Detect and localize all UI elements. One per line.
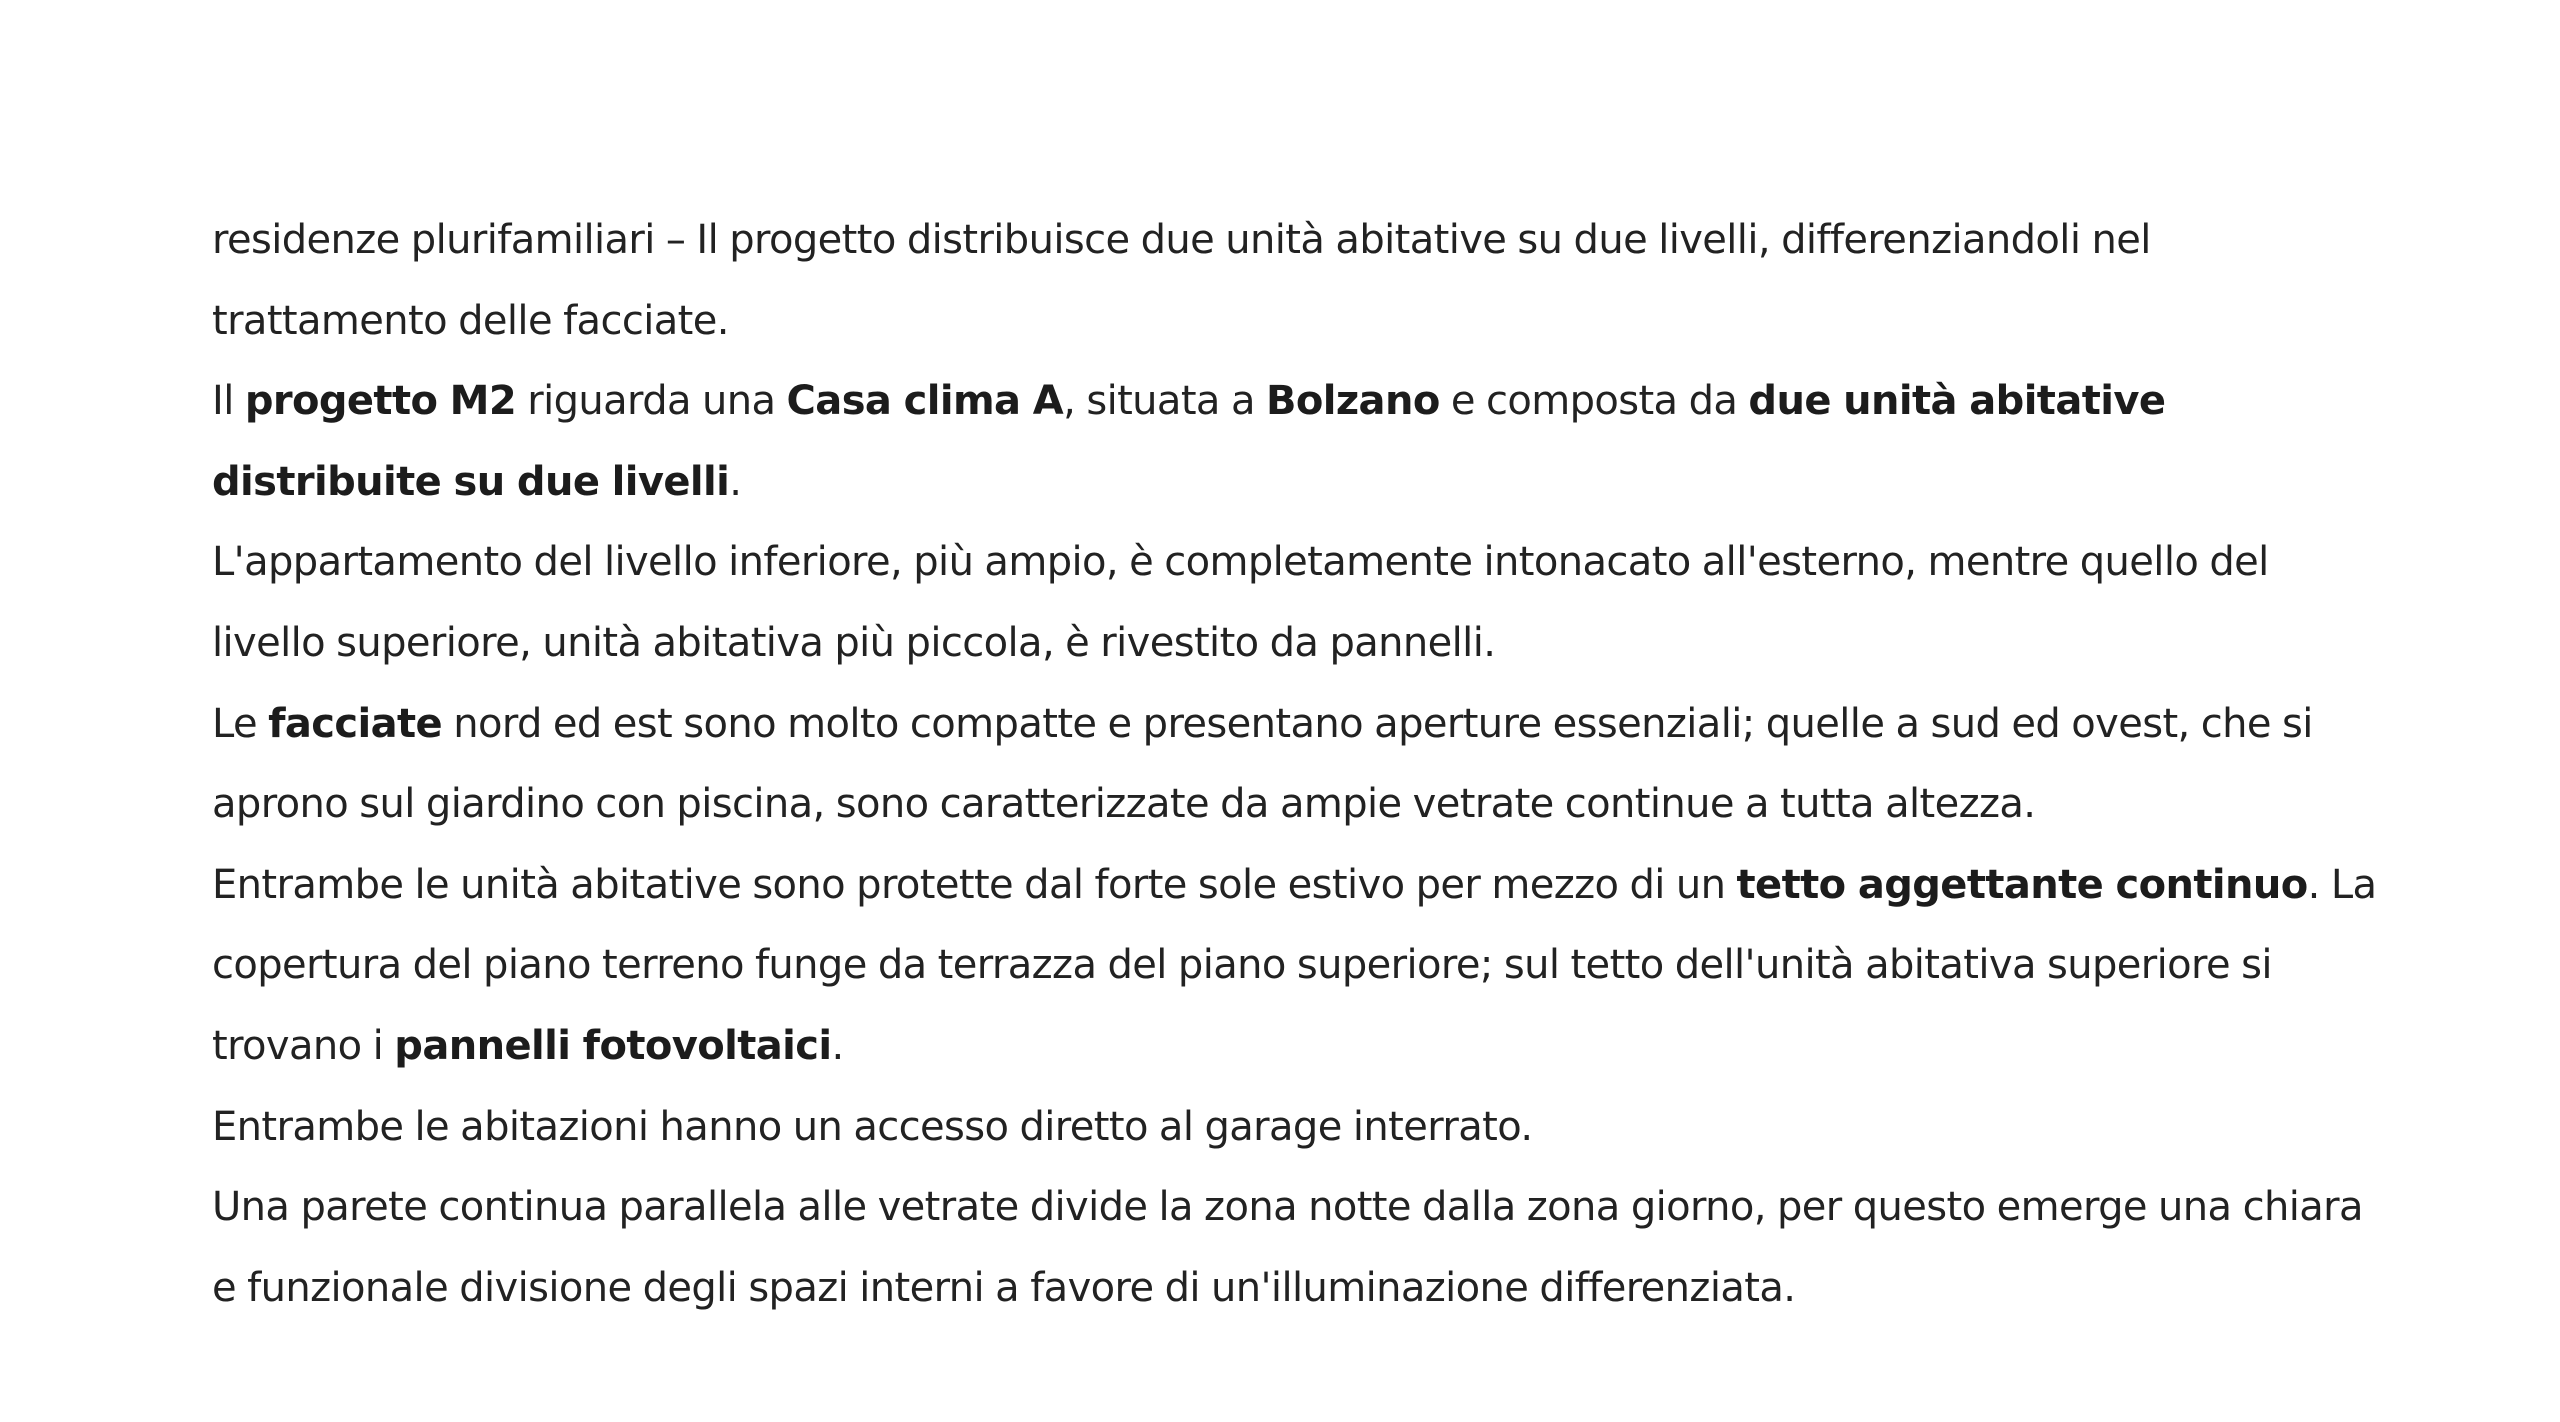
text-segment: . La copertura del piano terreno funge da terrazza del piano superiore; sul tetto dell'unità abitativa superiore si trovano i (212, 861, 2377, 1069)
text-segment: Il (212, 378, 245, 425)
text-segment: e composta da (1439, 378, 1749, 425)
bold-segment: pannelli fotovoltaici (394, 1022, 832, 1069)
paragraph-intro (212, 200, 2392, 361)
text-segment: residenze plurifamiliari – Il progetto distribuisce due unità abitative su due livelli, differenziandoli nel trattamento delle facciate. (212, 217, 2151, 344)
text-segment: L'appartamento del livello inferiore, più ampio, è completamente intonacato all'esterno, mentre quello del livello superiore, unità abitativa più piccola, è rivestito da pannelli. (212, 539, 2269, 666)
paragraph-roof (212, 845, 2392, 1087)
bold-segment: Casa clima A (786, 378, 1064, 425)
body-text (212, 200, 2392, 1328)
bold-segment: due unità abitative distribuite su due livelli (212, 378, 2166, 505)
text-segment: riguarda una (516, 378, 787, 425)
text-segment: nord ed est sono molto compatte e presentano aperture essenziali; quelle a sud ed ovest, che si aprono sul giardino con piscina, sono caratterizzate da ampie vetrate continue a tutta altezza. (212, 700, 2313, 828)
text-segment: . (831, 1022, 844, 1069)
paragraph-wall (212, 1167, 2392, 1328)
text-segment: , situata a (1063, 378, 1266, 425)
bold-segment: facciate (268, 700, 443, 747)
text-segment: . (729, 458, 742, 505)
text-segment: Le (212, 700, 269, 747)
text-segment: Entrambe le unità abitative sono protette dal forte sole estivo per mezzo di un (212, 861, 1737, 908)
bold-segment: Bolzano (1265, 378, 1440, 425)
text-segment: Entrambe le abitazioni hanno un accesso diretto al garage interrato. (212, 1103, 1533, 1150)
paragraph-apartments (212, 522, 2392, 683)
paragraph-facades (212, 684, 2392, 845)
text-segment: Una parete continua parallela alle vetrate divide la zona notte dalla zona giorno, per questo emerge una chiara e funzionale divisione degli spazi interni a favore di un'illuminazione differenziata. (212, 1184, 2363, 1311)
bold-segment: progetto M2 (244, 378, 517, 425)
paragraph-project (212, 361, 2392, 522)
paragraph-garage (212, 1087, 2392, 1168)
bold-segment: tetto aggettante continuo (1736, 861, 2308, 908)
